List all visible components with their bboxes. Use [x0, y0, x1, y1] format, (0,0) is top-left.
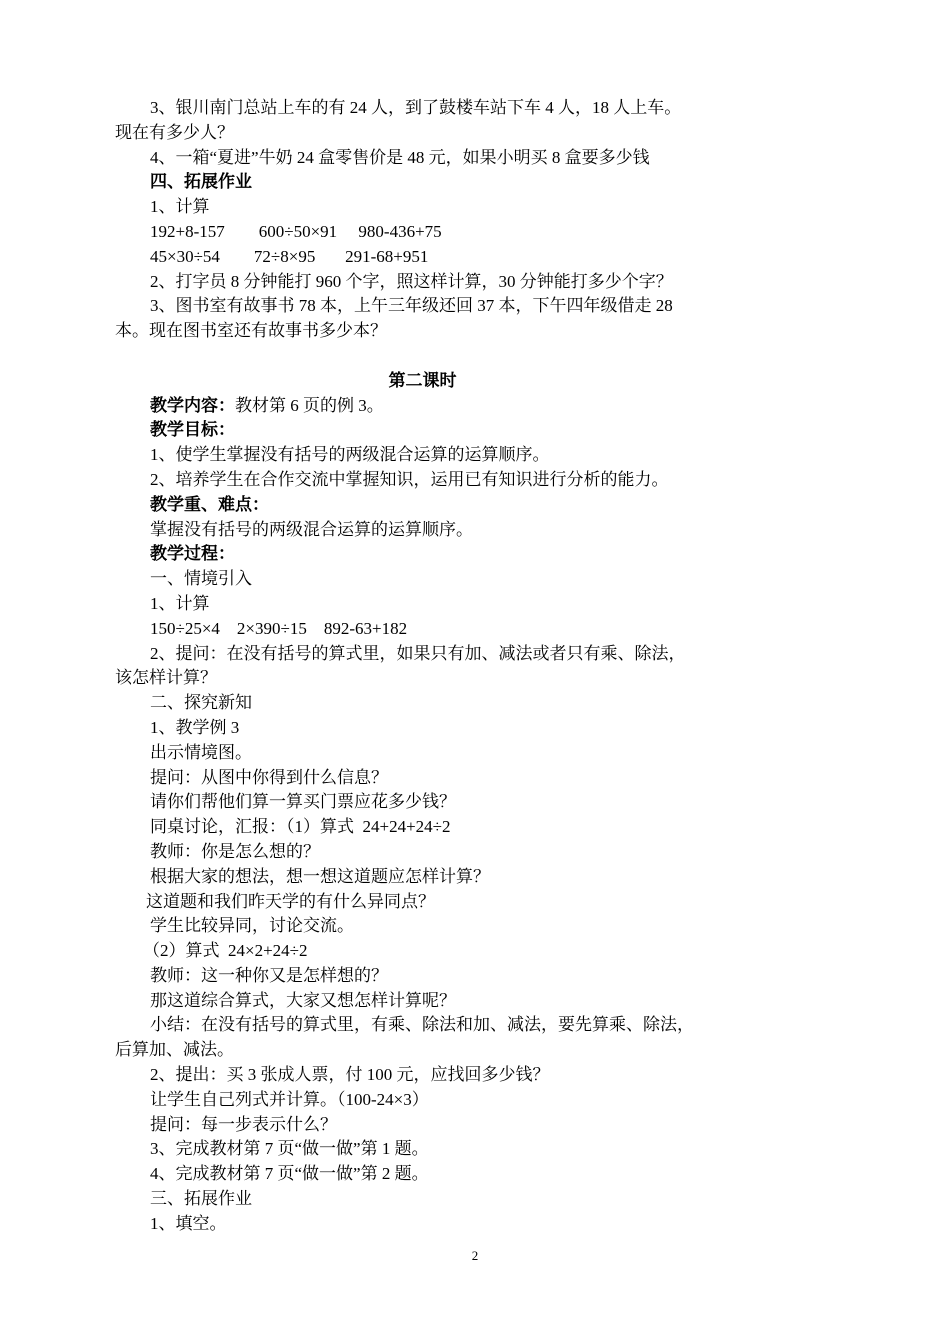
text-line: 1、教学例 3 — [150, 717, 240, 737]
text-line: 一、情境引入 — [150, 569, 252, 589]
teaching-content-value: 教材第 6 页的例 3。 — [235, 395, 384, 415]
page-number: 2 — [471, 1248, 479, 1263]
text-line: 二、探究新知 — [150, 693, 252, 713]
text-line: 4、完成教材第 7 页“做一做”第 2 题。 — [150, 1164, 429, 1184]
text-line: 教师：你是怎么想的？ — [150, 841, 320, 861]
text-line: 45×30÷54 72÷8×95 291-68+951 — [150, 246, 429, 266]
section-heading: 教学重、难点： — [150, 494, 269, 514]
text-line: 后算加、减法。 — [115, 1040, 234, 1060]
label-teaching-content: 教学内容： — [150, 395, 235, 415]
text-line: 根据大家的想法，想一想这道题应怎样计算？ — [150, 866, 490, 886]
text-line: 1、计算 — [150, 593, 210, 613]
text-line: 192+8-157 600÷50×91 980-436+75 — [150, 221, 442, 241]
text-line: 2、提出：买 3 张成人票，付 100 元，应找回多少钱？ — [150, 1065, 550, 1085]
section-heading: 四、拓展作业 — [150, 172, 252, 192]
text-line: 请你们帮他们算一算买门票应花多少钱？ — [150, 792, 456, 812]
lesson-title: 第二课时 — [388, 370, 457, 390]
text-line: 提问：每一步表示什么？ — [150, 1114, 337, 1134]
text-line: 2、培养学生在合作交流中掌握知识，运用已有知识进行分析的能力。 — [150, 469, 669, 489]
text-line: 3、完成教材第 7 页“做一做”第 1 题。 — [150, 1139, 429, 1159]
text-line — [115, 394, 730, 419]
text-line: 小结：在没有括号的算式里，有乘、除法和加、减法，要先算乘、除法， — [150, 1015, 694, 1035]
text-line: 出示情境图。 — [150, 742, 252, 762]
text-line: 本。现在图书室还有故事书多少本？ — [115, 321, 387, 341]
text-line: 教师：这一种你又是怎样想的？ — [150, 965, 388, 985]
text-line: 150÷25×4 2×390÷15 892-63+182 — [150, 618, 408, 638]
text-line: 2、提问：在没有括号的算式里，如果只有加、减法或者只有乘、除法， — [150, 643, 686, 663]
text-line: 掌握没有括号的两级混合运算的运算顺序。 — [150, 519, 473, 539]
text-line: 3、图书室有故事书 78 本，上午三年级还回 37 本，下午四年级借走 28 — [150, 296, 673, 316]
text-line: 该怎样计算？ — [115, 668, 217, 688]
text-line: 提问：从图中你得到什么信息？ — [150, 767, 388, 787]
text-line: 1、计算 — [150, 197, 210, 217]
text-line: 三、拓展作业 — [150, 1189, 252, 1209]
text-line: 4、一箱“夏进”牛奶 24 盒零售价是 48 元，如果小明买 8 盒要多少钱 — [150, 147, 650, 167]
document-body — [115, 96, 730, 1237]
text-line: 1、使学生掌握没有括号的两级混合运算的运算顺序。 — [150, 445, 550, 465]
text-line: 这道题和我们昨天学的有什么异同点？ — [146, 891, 435, 911]
section-heading: 教学目标： — [150, 420, 235, 440]
text-line: 2、打字员 8 分钟能打 960 个字，照这样计算，30 分钟能打多少个字？ — [150, 271, 673, 291]
text-line: 3、银川南门总站上车的有 24 人，到了鼓楼车站下车 4 人，18 人上车。 — [150, 98, 682, 117]
text-line: 学生比较异同，讨论交流。 — [150, 916, 354, 936]
text-line: 让学生自己列式并计算。（100-24×3） — [150, 1089, 429, 1109]
text-line: 现在有多少人？ — [115, 122, 234, 142]
text-line: （2）算式 24×2+24÷2 — [143, 941, 308, 961]
text-line: 1、填空。 — [150, 1213, 227, 1233]
text-line: 同桌讨论，汇报：（1）算式 24+24+24÷2 — [150, 817, 451, 837]
section-heading: 教学过程： — [150, 544, 235, 564]
text-line: 那这道综合算式，大家又想怎样计算呢？ — [150, 990, 456, 1010]
spacer — [115, 344, 730, 369]
